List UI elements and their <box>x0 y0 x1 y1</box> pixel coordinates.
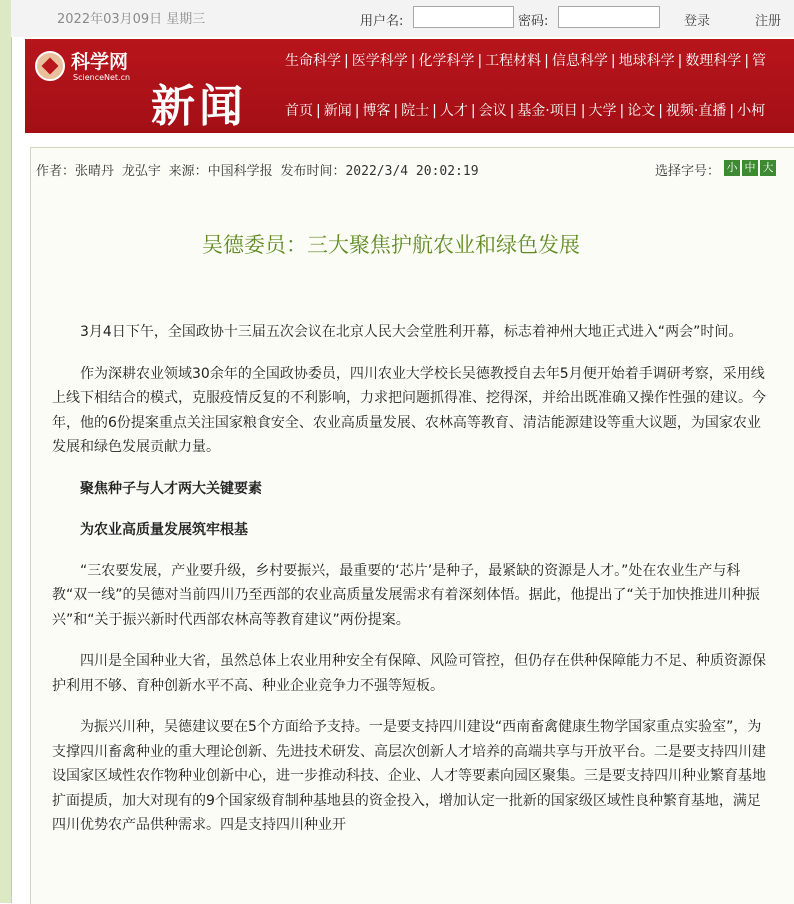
category-nav-item[interactable]: 工程材料 <box>485 53 542 69</box>
main-nav-item[interactable]: 小柯 <box>737 103 766 119</box>
nav-separator: | <box>354 103 360 119</box>
subheading: 聚焦种子与人才两大关键要素 <box>80 480 262 497</box>
nav-separator: | <box>477 53 483 69</box>
nav-separator: | <box>410 53 416 69</box>
category-nav <box>285 50 766 70</box>
nav-separator: | <box>544 53 549 69</box>
main-nav-item[interactable]: 视频·直播 <box>665 103 727 119</box>
nav-separator: | <box>729 103 735 119</box>
font-size-large-button[interactable]: 大 <box>760 160 776 176</box>
nav-separator: | <box>744 53 750 69</box>
paragraph: “三农要发展，产业要升级，乡村要振兴，最重要的‘芯片’是种子，最紧缺的资源是人才。”处在农业生产与科教“双一线”的吴德对当前四川乃至西部的农业高质量发展需求有着深刻体悟。据此，他提出了“关于加快推进川种振兴”和“关于振兴新时代西部农林高等教育建议”两份提案。 <box>52 562 760 628</box>
main-nav-item[interactable]: 会议 <box>478 103 507 119</box>
nav-separator: | <box>610 53 616 69</box>
nav-separator: | <box>344 53 349 69</box>
nav-separator: | <box>393 103 399 119</box>
article-meta: 作者：张晴丹 龙弘宇 来源：中国科学报 发布时间：2022/3/4 20:02:19 <box>36 164 479 179</box>
category-nav-item[interactable]: 管 <box>752 53 767 69</box>
main-nav-item[interactable]: 论文 <box>627 103 656 119</box>
category-nav-item[interactable]: 医学科学 <box>351 53 408 69</box>
date-display: 2022年03月09日 星期三 <box>57 12 206 27</box>
article-title: 吴德委员：三大聚焦护航农业和绿色发展 <box>202 233 580 257</box>
top-bar <box>11 0 794 37</box>
username-label: 用户名: <box>360 14 404 29</box>
main-nav-item[interactable]: 人才 <box>439 103 468 119</box>
paragraph: 为振兴川种，吴德建议要在5个方面给予支持。一是要支持四川建设“西南畜禽健康生物学国家重点实验室”，为支撑四川畜禽种业的重大理论创新、先进技术研发、高层次创新人才培养的高端共享与开放平台。二是要支持四川建设国家区域性农作物种业创新中心，进一步推动科技、企业、人才等要素向园区聚集。三是要支持四川种业繁育基地扩面提质，加大对现有的9个国家级育制种基地县的资金投入，增加认定一批新的国家级区域性良种繁育基地，满足四川优势农产品供种需求。四是支持四川种业开 <box>52 719 766 833</box>
category-nav-item[interactable]: 数理科学 <box>685 53 742 69</box>
main-nav-item[interactable]: 大学 <box>588 103 617 119</box>
category-nav-item[interactable]: 地球科学 <box>618 53 675 69</box>
login-link[interactable]: 登录 <box>684 14 711 29</box>
subheading: 为农业高质量发展筑牢根基 <box>80 521 248 538</box>
font-size-small-button[interactable]: 小 <box>724 160 740 176</box>
password-input[interactable] <box>558 6 660 28</box>
nav-separator: | <box>619 103 625 119</box>
logo-subtext: ScienceNet.cn <box>73 73 131 82</box>
paragraph: 3月4日下午，全国政协十三届五次会议在北京人民大会堂胜利开幕，标志着神州大地正式进入“两会”时间。 <box>80 324 743 340</box>
main-nav-item[interactable]: 新闻 <box>323 103 352 119</box>
main-nav-item[interactable]: 院士 <box>401 103 430 119</box>
password-label: 密码: <box>518 14 549 29</box>
category-nav-item[interactable]: 化学科学 <box>418 53 475 69</box>
nav-separator: | <box>677 53 683 69</box>
main-nav-item[interactable]: 首页 <box>285 103 313 119</box>
nav-separator: | <box>432 103 437 119</box>
section-title: 新闻 <box>151 81 247 132</box>
font-size-label: 选择字号： <box>655 164 721 179</box>
nav-separator: | <box>658 103 663 119</box>
register-link[interactable]: 注册 <box>755 14 782 29</box>
category-nav-item[interactable]: 生命科学 <box>285 53 341 69</box>
nav-separator: | <box>580 103 586 119</box>
article-body <box>52 320 774 855</box>
nav-separator: | <box>316 103 321 119</box>
logo-text[interactable]: 科学网 <box>71 51 129 73</box>
paragraph: 四川是全国种业大省，虽然总体上农业用种安全有保障、风险可管控，但仍存在供种保障能力不足、种质资源保护利用不够、育种创新水平不高、种业企业竞争力不强等短板。 <box>52 653 766 694</box>
left-decor-strip <box>0 0 12 903</box>
main-nav <box>285 100 765 120</box>
username-input[interactable] <box>413 6 514 28</box>
main-nav-item[interactable]: 基金·项目 <box>517 103 578 119</box>
font-size-medium-button[interactable]: 中 <box>742 160 758 176</box>
paragraph: 作为深耕农业领域30余年的全国政协委员，四川农业大学校长吴德教授自去年5月便开始着手调研考察，采用线上线下相结合的模式，克服疫情反复的不利影响，力求把问题抓得准、挖得深，并给出既准确又操作性强的建议。今年，他的6份提案重点关注国家粮食安全、农业高质量发展、农林高等教育、清洁能源建设等重大议题，为国家农业发展和绿色发展贡献力量。 <box>52 365 766 455</box>
sciencenet-logo-icon[interactable] <box>35 51 65 81</box>
nav-separator: | <box>470 103 476 119</box>
article-container <box>30 147 794 904</box>
main-nav-item[interactable]: 博客 <box>362 103 391 119</box>
category-nav-item[interactable]: 信息科学 <box>551 53 608 69</box>
site-header <box>25 39 794 133</box>
nav-separator: | <box>509 103 515 119</box>
